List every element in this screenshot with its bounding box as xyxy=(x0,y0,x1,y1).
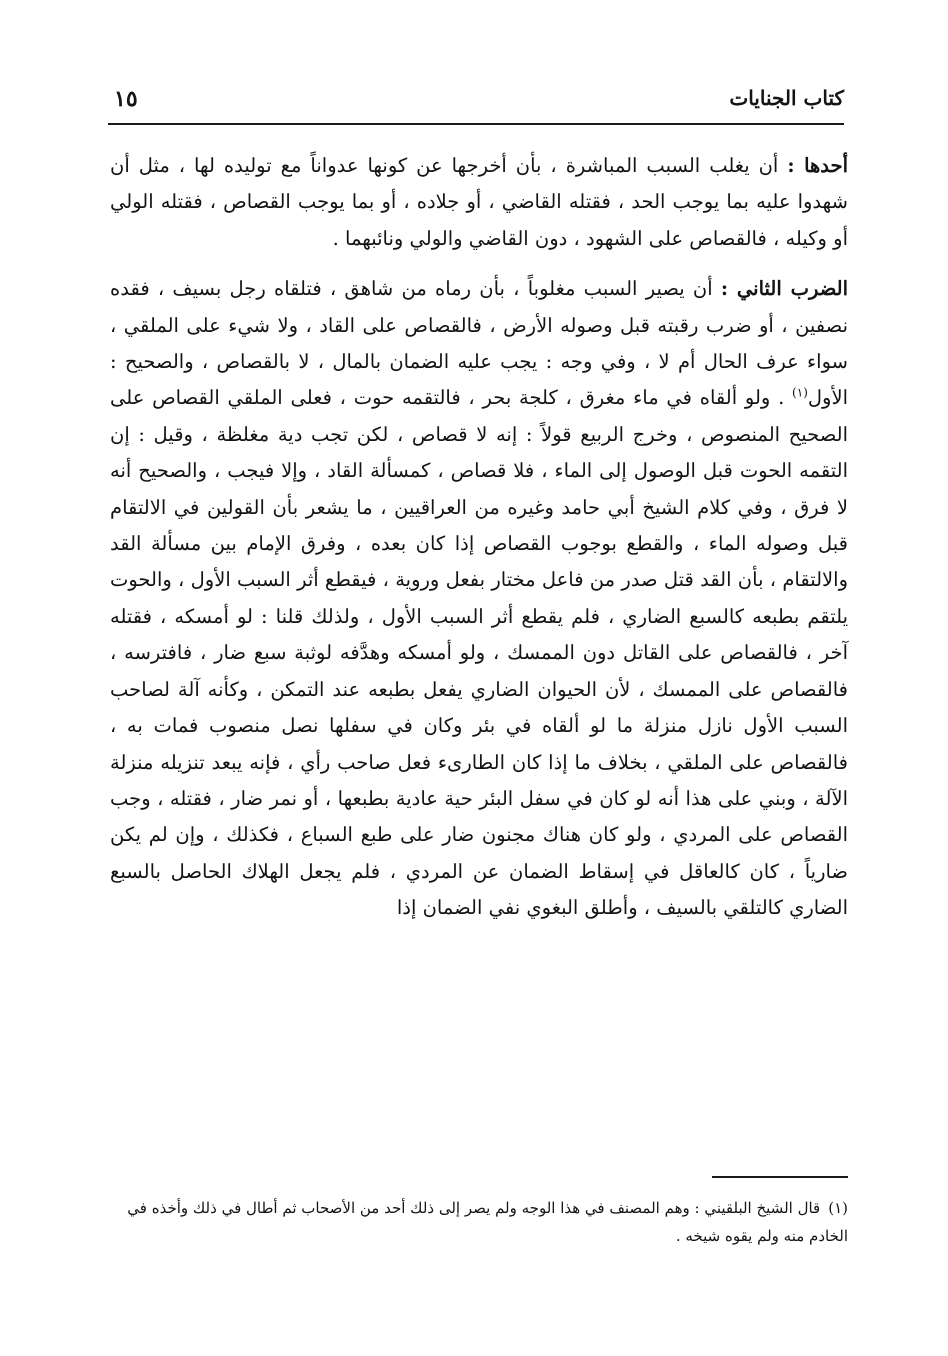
header-rule xyxy=(108,123,844,125)
body-text xyxy=(110,148,848,927)
paragraph-lead: الضرب الثاني : xyxy=(720,277,848,301)
paragraph-text: أن يغلب السبب المباشرة ، بأن أخرجها عن كونها عدواناً مع توليده لها ، مثل أن شهدوا عليه بما يوجب الحد ، فقتله القاضي ، أو جلاده ، أو بما يوجب القصاص ، فقتله الولي أو وكيله ، فالقصاص على الشهود ، دون القاضي والولي ونائبهما . xyxy=(110,154,848,250)
paragraph-second-type xyxy=(110,271,848,926)
footnote xyxy=(110,1194,848,1250)
running-title: كتاب الجنايات xyxy=(729,86,844,110)
running-header xyxy=(108,78,844,118)
footnote-text: قال الشيخ البلقيني : وهم المصنف في هذا الوجه ولم يصر إلى ذلك أحد من الأصحاب ثم أطال في ذلك وأخذه في الخادم منه ولم يقوه شيخه . xyxy=(127,1199,848,1245)
page-number: ١٥ xyxy=(114,86,138,112)
paragraph-text: أن يصير السبب مغلوباً ، بأن رماه من شاهق ، فتلقاه رجل بسيف ، فقده نصفين ، أو ضرب رقبته قبل وصوله الأرض ، فالقصاص على القاد ، ولا شيء على الملقي ، سواء عرف الحال أم لا ، وفي وجه : يجب عليه الضمان بالمال ، لا بالقصاص ، والصحيح : الأول xyxy=(110,277,848,410)
footnote-rule xyxy=(712,1176,848,1178)
paragraph-lead: أحدها : xyxy=(787,154,849,177)
footnote-reference[interactable]: (١) xyxy=(792,385,808,400)
footnote-mark: (١) xyxy=(828,1199,848,1217)
paragraph-first-type xyxy=(110,148,848,257)
paragraph-text-continued: . ولو ألقاه في ماء مغرق ، كلجة بحر ، فالتقمه حوت ، فعلى الملقي القصاص على الصحيح المنصوص ، وخرج الربيع قولاً : إنه لا قصاص ، لكن تجب دية مغلظة ، وقيل : إن التقمه الحوت قبل الوصول إلى الماء ، فلا قصاص ، كمسألة القاد ، وإلا فيجب ، والصحيح أنه لا فرق ، وفي كلام الشيخ أبي حامد وغيره من العراقيين ، ما يشعر بأن القولين في الالتقام قبل وصوله الماء ، والقطع بوجوب القصاص إذا كان بعده ، وفرق الإمام بين مسألة القد والالتقام ، بأن القد قتل صدر من فاعل مختار بفعل وروية ، فيقطع أثر السبب الأول ، والحوت يلتقم بطبعه كالسبع الضاري ، فلم يقطع أثر السبب الأول ، ولذلك قلنا : لو أمسكه ، فقتله آخر ، فالقصاص على القاتل دون الممسك ، ولو أمسكه وهدَّفه لوثبة سبع ضار ، فافترسه ، فالقصاص على الممسك ، لأن الحيوان الضاري يفعل بطبعه عند التمكن ، وكأنه آلة لصاحب السبب الأول نازل منزلة ما لو ألقاه في بئر وكان في سفلها نصل منصوب فمات به ، فالقصاص على الملقي ، بخلاف ما إذا كان الطارىء فعل صاحب رأي ، فإنه يبعد تنزيله منزلة الآلة ، وبني على هذا أنه لو كان في سفل البئر حية عادية بطبعها ، أو نمر ضار ، فقتله ، وجب القصاص على المردي ، ولو كان هناك مجنون ضار على طبع السباع ، فكذلك ، وإن لم يكن ضارياً ، كان كالعاقل في إسقاط الضمان عن المردي ، فلم يجعل الهلاك الحاصل بالسبع الضاري كالتلقي بالسيف ، وأطلق البغوي نفي الضمان إذا xyxy=(110,386,848,920)
